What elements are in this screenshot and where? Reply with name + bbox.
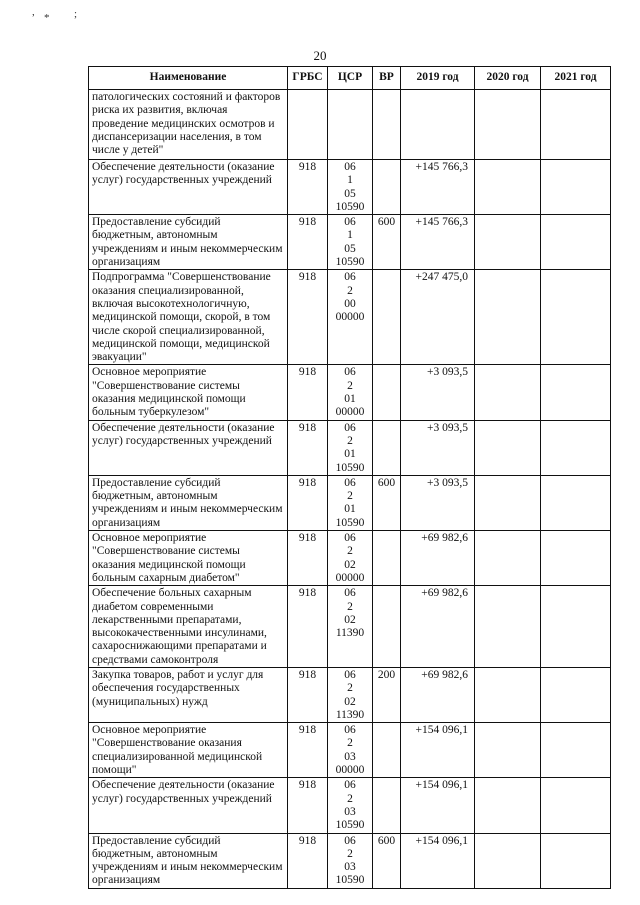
- table-row: [89, 475, 611, 530]
- row-vr-cell: [373, 270, 401, 365]
- row-vr-cell: 600: [373, 215, 401, 270]
- row-2021-cell: [541, 90, 611, 160]
- row-vr-cell: [373, 778, 401, 833]
- row-grbs-cell: 918: [288, 475, 328, 530]
- row-2019-cell: +69 982,6: [401, 667, 475, 722]
- row-vr-cell: [373, 365, 401, 420]
- row-csr-cell: 06 2 03 10590: [328, 833, 373, 888]
- row-2019-cell: +154 096,1: [401, 833, 475, 888]
- row-2020-cell: [475, 778, 541, 833]
- row-2020-cell: [475, 723, 541, 778]
- row-name-cell: Обеспечение деятельности (оказание услуг) государственных учреждений: [89, 778, 288, 833]
- row-name-cell: Предоставление субсидий бюджетным, автономным учреждениям и иным некоммерческим организациям: [89, 475, 288, 530]
- row-name-cell: Закупка товаров, работ и услуг для обеспечения государственных (муниципальных) нужд: [89, 667, 288, 722]
- row-2021-cell: [541, 215, 611, 270]
- table-row: [89, 531, 611, 586]
- row-2019-cell: +69 982,6: [401, 586, 475, 668]
- row-vr-cell: [373, 160, 401, 215]
- row-2020-cell: [475, 531, 541, 586]
- row-csr-cell: 06 2 02 11390: [328, 667, 373, 722]
- row-csr-cell: 06 2 03 10590: [328, 778, 373, 833]
- row-name-cell: Обеспечение больных сахарным диабетом современными лекарственными препаратами, высококачественными инсулинами, сахароснижающими препаратами и средствами самоконтроля: [89, 586, 288, 668]
- table-row: [89, 723, 611, 778]
- row-2021-cell: [541, 723, 611, 778]
- row-grbs-cell: 918: [288, 215, 328, 270]
- row-vr-cell: [373, 723, 401, 778]
- table-row: [89, 667, 611, 722]
- row-csr-cell: 06 2 01 00000: [328, 365, 373, 420]
- row-csr-cell: 06 2 01 10590: [328, 475, 373, 530]
- scan-mark: *: [44, 12, 50, 24]
- table-row: [89, 160, 611, 215]
- row-2021-cell: [541, 365, 611, 420]
- row-name-cell: патологических состояний и факторов риска их развития, включая проведение медицинских осмотров и диспансеризации населения, в том числе у детей": [89, 90, 288, 160]
- row-2020-cell: [475, 90, 541, 160]
- row-2019-cell: +3 093,5: [401, 420, 475, 475]
- row-name-cell: Обеспечение деятельности (оказание услуг) государственных учреждений: [89, 420, 288, 475]
- row-2021-cell: [541, 160, 611, 215]
- row-csr-cell: 06 2 03 00000: [328, 723, 373, 778]
- row-grbs-cell: [288, 90, 328, 160]
- header-2019: 2019 год: [401, 67, 475, 90]
- row-vr-cell: 600: [373, 833, 401, 888]
- scan-mark: ,: [32, 6, 35, 18]
- row-name-cell: Предоставление субсидий бюджетным, автономным учреждениям и иным некоммерческим организациям: [89, 833, 288, 888]
- row-2021-cell: [541, 778, 611, 833]
- row-csr-cell: [328, 90, 373, 160]
- row-name-cell: Основное мероприятие "Совершенствование системы оказания медицинской помощи больным сахарным диабетом": [89, 531, 288, 586]
- budget-table-container: [88, 66, 610, 889]
- row-csr-cell: 06 1 05 10590: [328, 215, 373, 270]
- row-name-cell: Основное мероприятие "Совершенствование системы оказания медицинской помощи больным туберкулезом": [89, 365, 288, 420]
- row-name-cell: Подпрограмма "Совершенствование оказания специализированной, включая высокотехнологичную, медицинской помощи, скорой, в том числе скорой специализированной, медицинской помощи, медицинской эвакуации": [89, 270, 288, 365]
- row-csr-cell: 06 2 01 10590: [328, 420, 373, 475]
- row-vr-cell: [373, 420, 401, 475]
- row-grbs-cell: 918: [288, 778, 328, 833]
- row-grbs-cell: 918: [288, 723, 328, 778]
- table-row: [89, 420, 611, 475]
- scan-mark: ;: [74, 8, 78, 20]
- row-csr-cell: 06 1 05 10590: [328, 160, 373, 215]
- row-2021-cell: [541, 420, 611, 475]
- row-grbs-cell: 918: [288, 586, 328, 668]
- row-grbs-cell: 918: [288, 667, 328, 722]
- row-vr-cell: [373, 531, 401, 586]
- row-2019-cell: +154 096,1: [401, 723, 475, 778]
- row-2020-cell: [475, 270, 541, 365]
- page-number: 20: [313, 48, 327, 63]
- row-2021-cell: [541, 833, 611, 888]
- row-grbs-cell: 918: [288, 160, 328, 215]
- row-2021-cell: [541, 270, 611, 365]
- row-grbs-cell: 918: [288, 531, 328, 586]
- row-2020-cell: [475, 586, 541, 668]
- row-name-cell: Предоставление субсидий бюджетным, автономным учреждениям и иным некоммерческим организациям: [89, 215, 288, 270]
- table-row: [89, 215, 611, 270]
- row-2019-cell: +3 093,5: [401, 365, 475, 420]
- row-csr-cell: 06 2 02 11390: [328, 586, 373, 668]
- table-row: [89, 270, 611, 365]
- row-2019-cell: +154 096,1: [401, 778, 475, 833]
- header-grbs: ГРБС: [288, 67, 328, 90]
- row-2019-cell: +145 766,3: [401, 215, 475, 270]
- table-row: [89, 586, 611, 668]
- row-csr-cell: 06 2 00 00000: [328, 270, 373, 365]
- row-csr-cell: 06 2 02 00000: [328, 531, 373, 586]
- row-grbs-cell: 918: [288, 420, 328, 475]
- row-vr-cell: [373, 90, 401, 160]
- table-row: [89, 365, 611, 420]
- row-2020-cell: [475, 420, 541, 475]
- table-body: [89, 90, 611, 889]
- table-row: [89, 90, 611, 160]
- row-grbs-cell: 918: [288, 365, 328, 420]
- header-2021: 2021 год: [541, 67, 611, 90]
- row-2020-cell: [475, 160, 541, 215]
- row-2020-cell: [475, 365, 541, 420]
- row-name-cell: Основное мероприятие "Совершенствование оказания специализированной медицинской помощи": [89, 723, 288, 778]
- row-2020-cell: [475, 667, 541, 722]
- header-vr: ВР: [373, 67, 401, 90]
- row-vr-cell: 200: [373, 667, 401, 722]
- budget-table: [88, 66, 611, 889]
- row-2019-cell: [401, 90, 475, 160]
- table-header-row: [89, 67, 611, 90]
- row-2019-cell: +69 982,6: [401, 531, 475, 586]
- row-2020-cell: [475, 833, 541, 888]
- row-2021-cell: [541, 475, 611, 530]
- table-row: [89, 778, 611, 833]
- row-2021-cell: [541, 586, 611, 668]
- row-2019-cell: +247 475,0: [401, 270, 475, 365]
- row-name-cell: Обеспечение деятельности (оказание услуг) государственных учреждений: [89, 160, 288, 215]
- row-2020-cell: [475, 475, 541, 530]
- row-2021-cell: [541, 667, 611, 722]
- row-grbs-cell: 918: [288, 833, 328, 888]
- header-name: Наименование: [89, 67, 288, 90]
- row-2019-cell: +3 093,5: [401, 475, 475, 530]
- row-2020-cell: [475, 215, 541, 270]
- header-2020: 2020 год: [475, 67, 541, 90]
- row-vr-cell: [373, 586, 401, 668]
- row-grbs-cell: 918: [288, 270, 328, 365]
- row-2019-cell: +145 766,3: [401, 160, 475, 215]
- row-2021-cell: [541, 531, 611, 586]
- table-row: [89, 833, 611, 888]
- header-csr: ЦСР: [328, 67, 373, 90]
- row-vr-cell: 600: [373, 475, 401, 530]
